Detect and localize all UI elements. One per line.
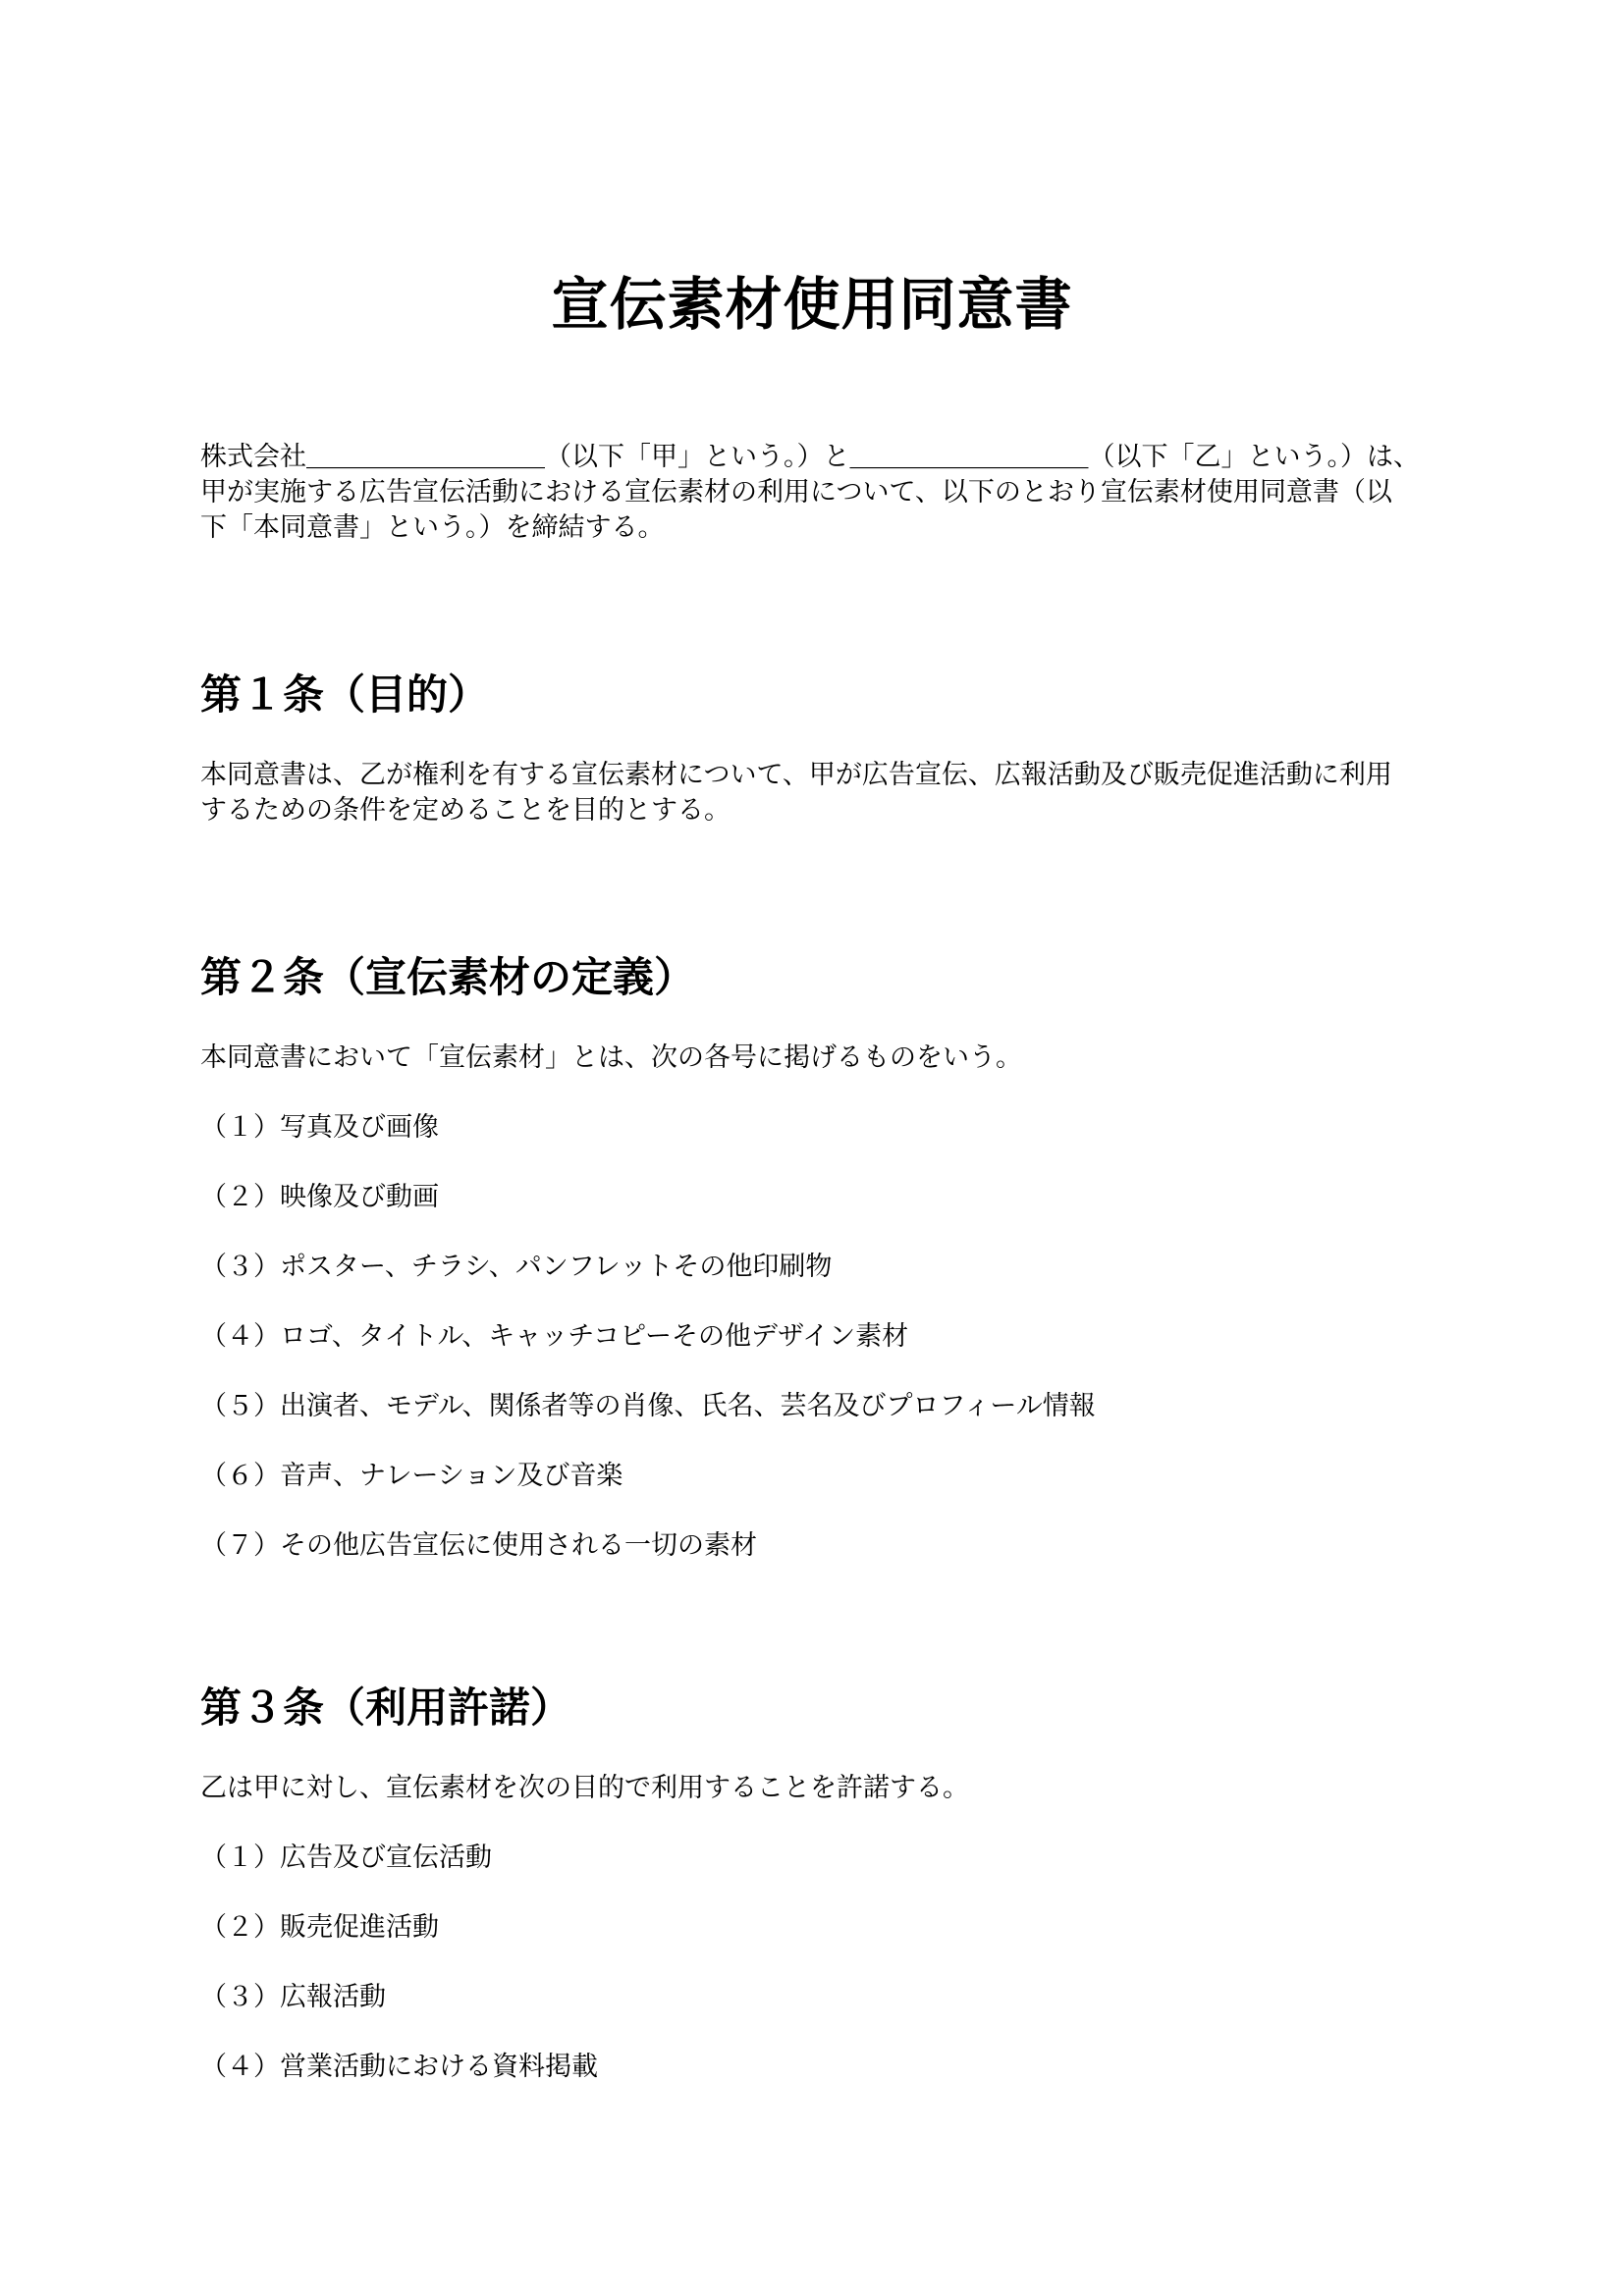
article-1-text-line: 本同意書は、乙が権利を有する宣伝素材について、甲が広告宣伝、広報活動及び販売促進活動に利用	[200, 760, 1392, 790]
article-2-list-item: （２）映像及び動画	[200, 1182, 439, 1212]
intro-line: 甲が実施する広告宣伝活動における宣伝素材の利用について、以下のとおり宣伝素材使用同意書（以	[200, 477, 1392, 507]
article-1-text-line: するための条件を定めることを目的とする。	[200, 795, 731, 826]
article-2-list-item: （４）ロゴ、タイトル、キャッチコピーその他デザイン素材	[200, 1321, 909, 1352]
intro-paragraph	[200, 440, 1437, 546]
article-3-list-item: （１）広告及び宣伝活動	[200, 1842, 492, 1873]
article-3-lead: 乙は甲に対し、宣伝素材を次の目的で利用することを許諾する。	[200, 1773, 969, 1803]
article-3-heading: 第３条（利用許諾）	[200, 1683, 572, 1732]
article-1-heading: 第１条（目的）	[200, 670, 490, 719]
article-2-list-item: （７）その他広告宣伝に使用される一切の素材	[200, 1530, 757, 1561]
article-3-list-item: （４）営業活動における資料掲載	[200, 2052, 598, 2082]
article-2-list-item: （５）出演者、モデル、関係者等の肖像、氏名、芸名及びプロフィール情報	[200, 1391, 1096, 1421]
article-2-list-item: （３）ポスター、チラシ、パンフレットその他印刷物	[200, 1252, 833, 1282]
intro-line: 株式会社＿＿＿＿＿＿＿＿＿（以下「甲」という。）と＿＿＿＿＿＿＿＿＿（以下「乙」という。）は、	[200, 442, 1420, 472]
intro-line: 下「本同意書」という。）を締結する。	[200, 512, 665, 543]
article-2-list-item: （６）音声、ナレーション及び音楽	[200, 1461, 623, 1491]
article-2-list-item: （１）写真及び画像	[200, 1112, 439, 1143]
article-3-list-item: （３）広報活動	[200, 1982, 386, 2012]
document-title: 宣伝素材使用同意書	[551, 271, 1073, 338]
article-2-heading: 第２条（宣伝素材の定義）	[200, 953, 696, 1001]
article-3-list-item: （２）販売促進活動	[200, 1912, 439, 1943]
article-2-lead: 本同意書において「宣伝素材」とは、次の各号に掲げるものをいう。	[200, 1042, 1022, 1073]
